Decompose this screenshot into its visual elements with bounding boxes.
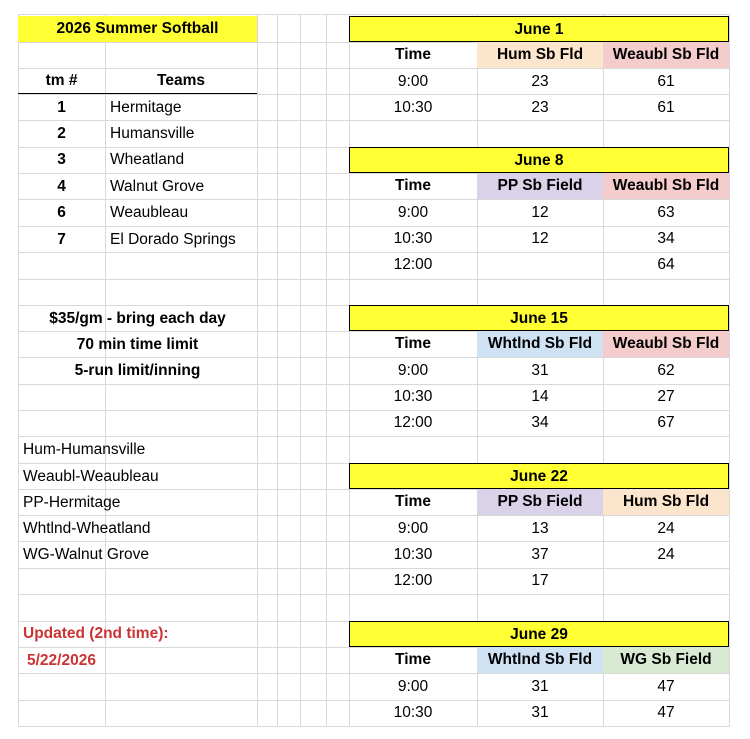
grid-line — [18, 726, 730, 727]
team-number-cell: 63 — [657, 203, 675, 221]
team-number-cell: 67 — [657, 414, 675, 432]
abbreviation-item: PP-Hermitage — [23, 494, 121, 511]
game-time: 9:00 — [397, 519, 429, 537]
date-header: June 22 — [349, 463, 729, 489]
team-number: 2 — [57, 125, 66, 142]
teams-header: Teams — [105, 68, 257, 94]
team-number-cell: 24 — [657, 519, 675, 537]
team-number: 7 — [57, 231, 66, 248]
team-number: 4 — [57, 178, 66, 195]
team-number-cell: 62 — [657, 361, 675, 379]
team-number-cell: 61 — [657, 72, 675, 90]
field-header: PP Sb Field — [477, 489, 603, 515]
team-number-cell: 34 — [657, 229, 675, 247]
field-header: Hum Sb Fld — [477, 42, 603, 68]
run-limit-rule: 5-run limit/inning — [74, 362, 201, 379]
team-name: Weaubleau — [110, 204, 189, 221]
date-header: June 29 — [349, 621, 729, 647]
time-column-header: Time — [395, 651, 431, 669]
abbreviation-item: Weaubl-Weaubleau — [23, 468, 159, 485]
team-number-cell: 64 — [657, 256, 675, 274]
game-time: 12:00 — [393, 256, 433, 274]
game-time: 10:30 — [393, 98, 433, 116]
field-header: Hum Sb Fld — [603, 489, 729, 515]
team-number-cell — [603, 568, 729, 594]
field-header: Whtlnd Sb Fld — [477, 331, 603, 357]
team-number: 1 — [57, 99, 66, 116]
team-name: Wheatland — [110, 151, 185, 168]
team-number-cell: 23 — [531, 98, 549, 116]
team-number-cell — [477, 252, 603, 278]
team-number-cell: 37 — [531, 545, 549, 563]
team-number-cell: 14 — [531, 387, 549, 405]
grid-line — [18, 279, 730, 280]
team-number-cell: 12 — [531, 229, 549, 247]
game-time: 12:00 — [393, 572, 433, 590]
time-column-header: Time — [395, 493, 431, 511]
abbreviation-item: Whtlnd-Wheatland — [23, 520, 151, 537]
field-header: Weaubl Sb Fld — [603, 42, 729, 68]
team-number-cell: 34 — [531, 414, 549, 432]
team-number-cell: 24 — [657, 545, 675, 563]
fee-rule: $35/gm - bring each day — [49, 310, 226, 327]
team-number-cell: 47 — [657, 703, 675, 721]
team-number-cell: 23 — [531, 72, 549, 90]
field-header: Weaubl Sb Fld — [603, 331, 729, 357]
team-number-cell: 31 — [531, 361, 549, 379]
game-time: 9:00 — [397, 677, 429, 695]
time-column-header: Time — [395, 46, 431, 64]
team-name: Walnut Grove — [110, 178, 205, 195]
abbreviation-item: WG-Walnut Grove — [23, 546, 150, 563]
date-header: June 1 — [349, 16, 729, 42]
team-number: 6 — [57, 204, 66, 221]
time-column-header: Time — [395, 177, 431, 195]
team-number-cell: 13 — [531, 519, 549, 537]
game-time: 10:30 — [393, 387, 433, 405]
updated-label: Updated (2nd time): — [23, 625, 169, 642]
team-name: Hermitage — [110, 99, 182, 116]
game-time: 10:30 — [393, 229, 433, 247]
field-header: PP Sb Field — [477, 173, 603, 199]
game-time: 9:00 — [397, 203, 429, 221]
team-number: 3 — [57, 151, 66, 168]
date-header: June 15 — [349, 305, 729, 331]
team-number-cell: 31 — [531, 677, 549, 695]
game-time: 10:30 — [393, 703, 433, 721]
game-time: 12:00 — [393, 414, 433, 432]
game-time: 9:00 — [397, 72, 429, 90]
updated-date: 5/22/2026 — [27, 652, 96, 669]
team-number-cell: 47 — [657, 677, 675, 695]
field-header: Whtlnd Sb Fld — [477, 647, 603, 673]
team-number-cell: 17 — [531, 572, 549, 590]
team-number-cell: 61 — [657, 98, 675, 116]
team-number-cell: 27 — [657, 387, 675, 405]
team-name: Humansville — [110, 125, 195, 142]
team-number-header: tm # — [18, 68, 105, 94]
time-column-header: Time — [395, 335, 431, 353]
field-header: Weaubl Sb Fld — [603, 173, 729, 199]
sheet-title: 2026 Summer Softball — [18, 16, 257, 42]
time-limit-rule: 70 min time limit — [76, 336, 199, 353]
game-time: 9:00 — [397, 361, 429, 379]
game-time: 10:30 — [393, 545, 433, 563]
grid-line — [18, 14, 730, 15]
date-header: June 8 — [349, 147, 729, 173]
team-number-cell: 12 — [531, 203, 549, 221]
abbreviation-item: Hum-Humansville — [23, 441, 146, 458]
field-header: WG Sb Field — [603, 647, 729, 673]
team-name: El Dorado Springs — [110, 231, 236, 248]
team-number-cell: 31 — [531, 703, 549, 721]
